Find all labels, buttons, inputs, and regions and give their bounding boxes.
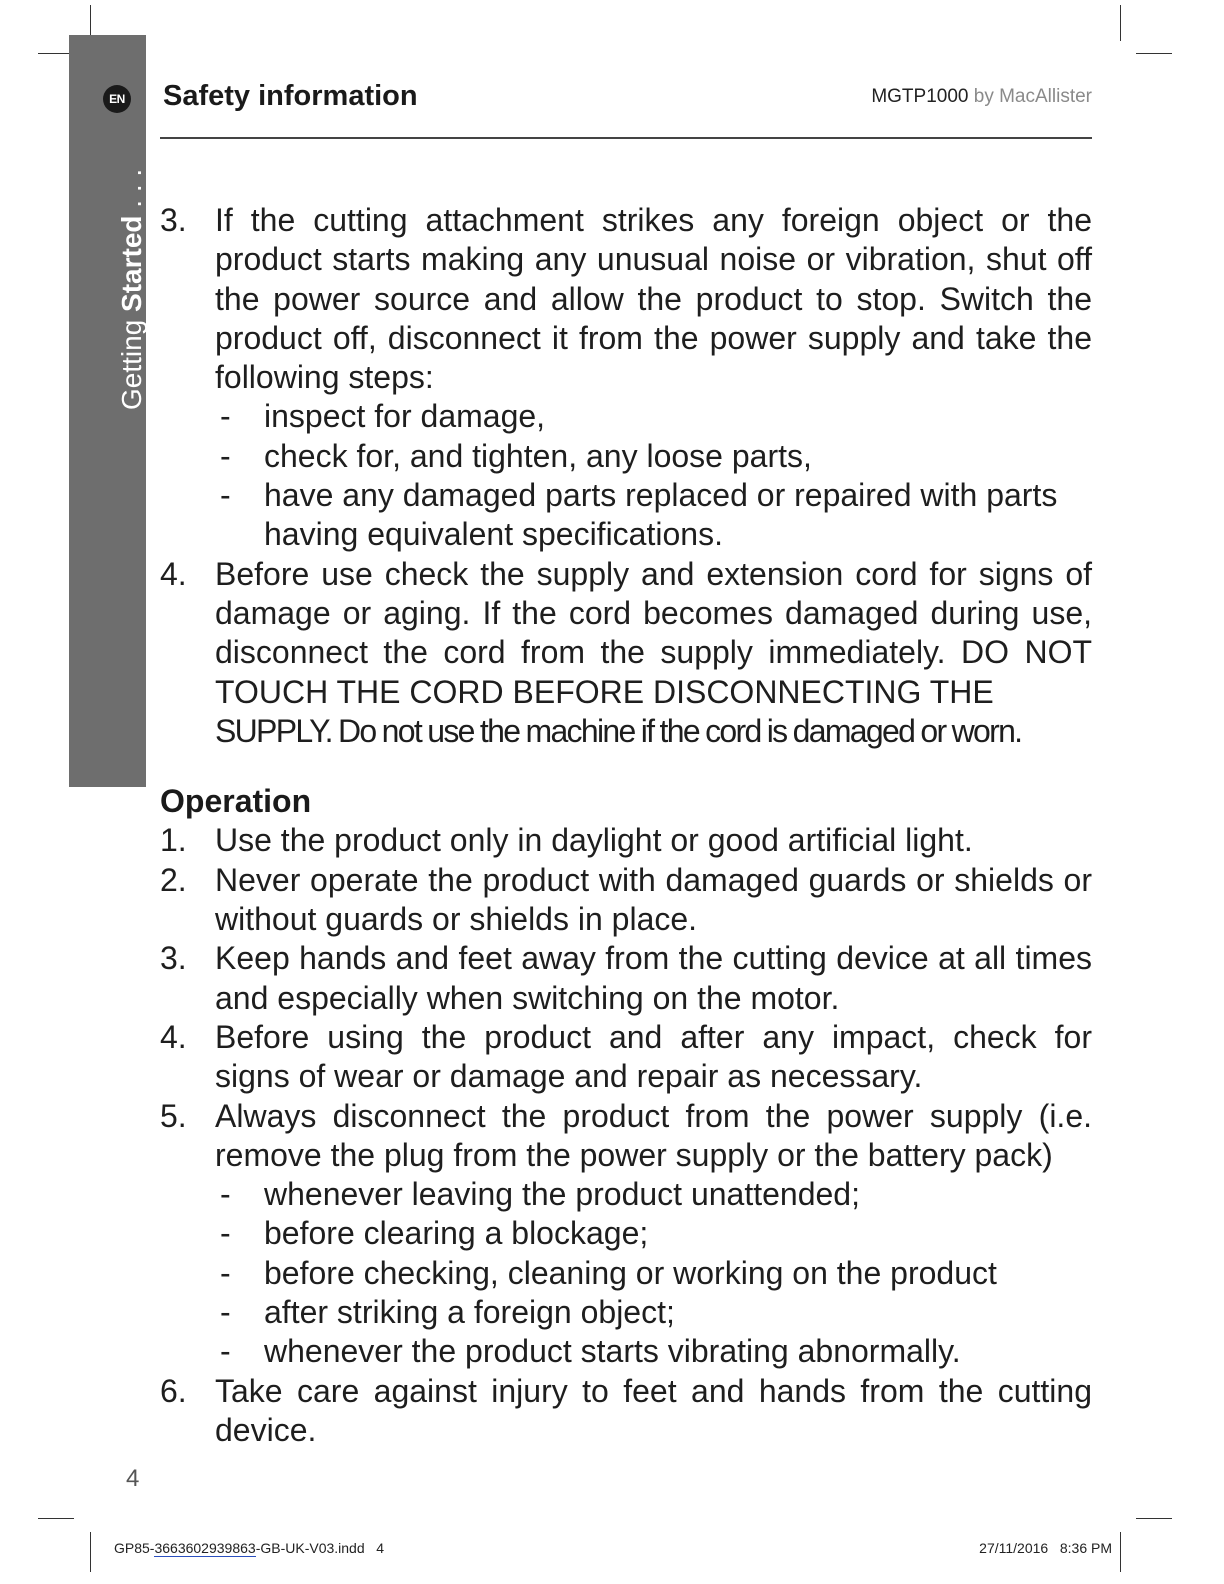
item-number: 2. bbox=[160, 861, 187, 898]
footer-barcode-link[interactable]: 3663602939863 bbox=[154, 1540, 256, 1556]
sub-list-item: - inspect for damage, bbox=[220, 398, 546, 435]
sub-list-item: - whenever leaving the product unattended; bbox=[220, 1176, 860, 1213]
item-text: Keep hands and feet away from the cutting device at all times and especially when switching on the motor. bbox=[215, 940, 1092, 1016]
item-text: Before use check the supply and extension cord for signs of damage or aging. If the cord becomes damaged during use, disconnect the cord from the supply immediately. DO NOT TOUCH THE CORD BEFORE DISCONNECTING THE bbox=[215, 555, 1092, 710]
item-text: Use the product only in daylight or good artificial light. bbox=[215, 822, 973, 859]
crop-mark bbox=[1120, 5, 1121, 41]
list-item bbox=[160, 821, 1092, 860]
sub-list-item: - check for, and tighten, any loose parts, bbox=[220, 437, 812, 474]
footer-filename: GP85-3663602939863-GB-UK-V03.indd 4 bbox=[114, 1540, 385, 1556]
item-text: Take care against injury to feet and hands from the cutting device. bbox=[215, 1372, 1092, 1448]
item-number: 6. bbox=[160, 1372, 187, 1409]
crop-mark bbox=[1136, 53, 1172, 54]
section-sidebar bbox=[69, 35, 146, 787]
list-item bbox=[160, 1018, 1092, 1097]
item-number: 3. bbox=[160, 940, 187, 977]
language-badge: EN bbox=[103, 85, 131, 113]
item-number: 4. bbox=[160, 555, 187, 592]
sub-list-item: - before clearing a blockage; bbox=[220, 1215, 649, 1252]
list-item bbox=[160, 1097, 1092, 1372]
item-text: If the cutting attachment strikes any foreign object or the product starts making any unusual noise or vibration, shut off the power source and allow the product to stop. Switch the product off, disconnect it from the power supply and take the following steps: bbox=[215, 202, 1092, 396]
page-number: 4 bbox=[126, 1465, 140, 1492]
sub-list-item: - before checking, cleaning or working on the product bbox=[220, 1254, 997, 1291]
sidebar-section-label: Getting Started . . . bbox=[116, 168, 147, 410]
page-title: Safety information bbox=[163, 80, 418, 112]
sub-list-item: - after striking a foreign object; bbox=[220, 1294, 675, 1331]
list-item bbox=[160, 1372, 1092, 1451]
item-number: 4. bbox=[160, 1018, 187, 1055]
sub-list-item: - whenever the product starts vibrating abnormally. bbox=[220, 1333, 961, 1370]
sub-list-item: - have any damaged parts replaced or repaired with parts having equivalent specifications. bbox=[220, 477, 1058, 553]
sub-list bbox=[215, 1175, 1092, 1371]
crop-mark bbox=[1120, 1532, 1121, 1572]
list-item bbox=[160, 201, 1092, 555]
content-body bbox=[160, 201, 1092, 1450]
header-divider bbox=[160, 137, 1092, 139]
item-number: 1. bbox=[160, 822, 187, 859]
crop-mark bbox=[90, 1532, 91, 1572]
item-text: Never operate the product with damaged guards or shields or without guards or shields in place. bbox=[215, 861, 1092, 938]
sub-list bbox=[215, 397, 1092, 554]
model-label: MGTP1000 by MacAllister bbox=[871, 86, 1092, 107]
item-text-continued: SUPPLY. Do not use the machine if the cord is damaged or worn. bbox=[215, 712, 1022, 749]
list-item bbox=[160, 861, 1092, 940]
footer-timestamp: 27/11/2016 8:36 PM bbox=[979, 1540, 1112, 1556]
item-text: Always disconnect the product from the power supply (i.e. remove the plug from the power supply or the battery pack) bbox=[215, 1097, 1092, 1173]
list-item bbox=[160, 555, 1092, 751]
list-item bbox=[160, 939, 1092, 1018]
item-number: 5. bbox=[160, 1097, 187, 1134]
item-number: 3. bbox=[160, 202, 187, 238]
crop-mark bbox=[1136, 1518, 1172, 1519]
item-text: Before using the product and after any impact, check for signs of wear or damage and repair as necessary. bbox=[215, 1018, 1092, 1095]
crop-mark bbox=[38, 1518, 74, 1519]
section-heading: Operation bbox=[160, 783, 312, 820]
